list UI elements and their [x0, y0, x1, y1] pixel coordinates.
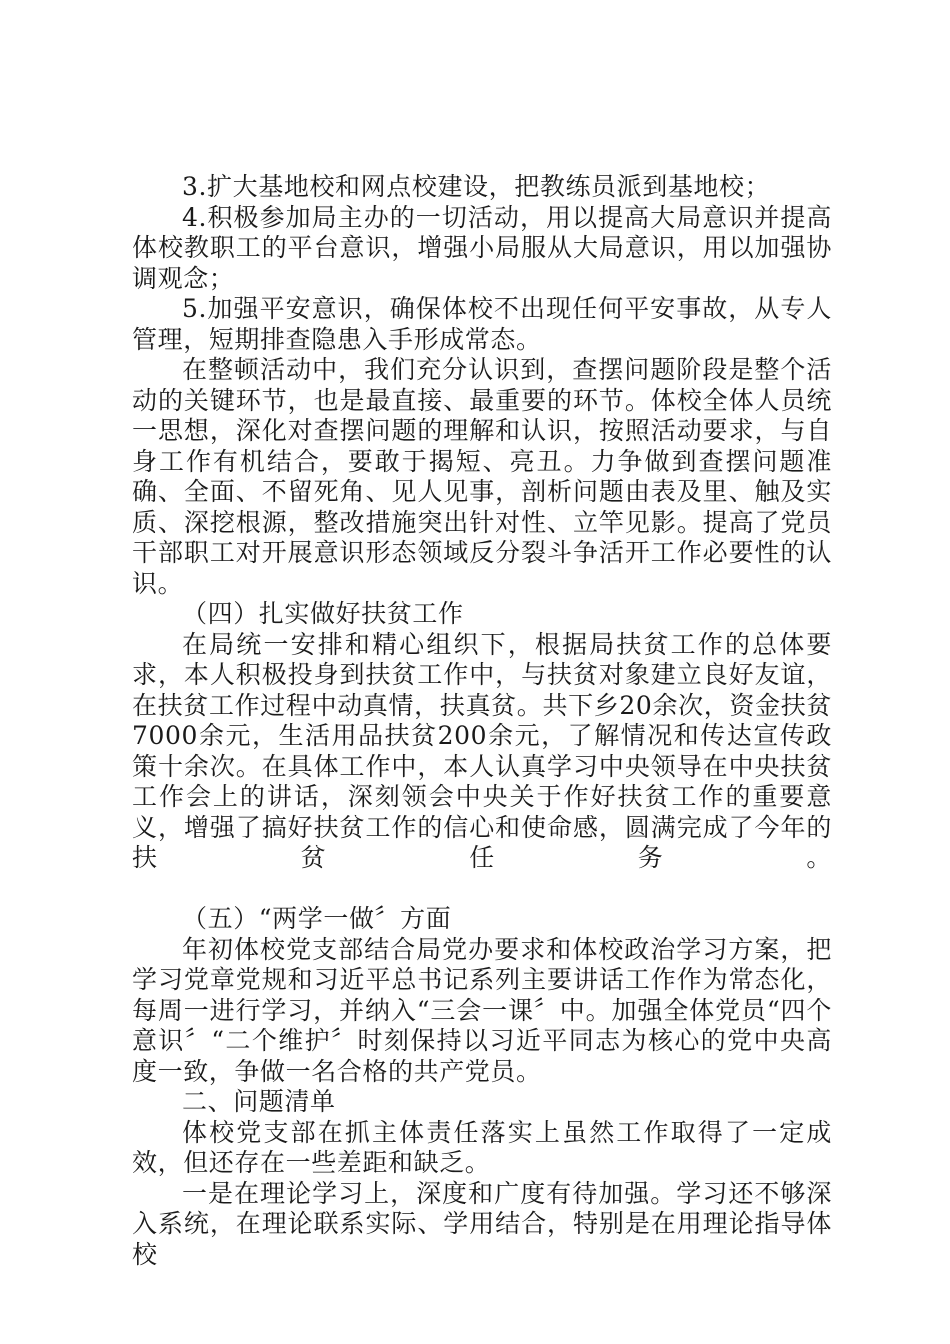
paragraph-poverty: 在局统一安排和精心组织下，根据局扶贫工作的总体要求，本人积极投身到扶贫工作中，与扶贫对象建立良好友谊，在扶贫工作过程中动真情，扶真贫。共下乡20余次，资金扶贫7000余元，生活用品扶贫200余元，了解情况和传达宣传政策十余次。在具体工作中，本人认真学习中央领导在中央扶贫工作会上的讲话，深刻领会中央关于作好扶贫工作的重要意义，增强了搞好扶贫工作的信心和使命感，圆满完成了今年的扶贫任务。 [132, 629, 832, 872]
paragraph-issues-intro: 体校党支部在抓主体责任落实上虽然工作取得了一定成效，但还存在一些差距和缺乏。 [132, 1117, 832, 1177]
paragraph-study: 年初体校党支部结合局党办要求和体校政治学习方案，把学习党章党规和习近平总书记系列主要讲话工作作为常态化，每周一进行学习，并纳入“三会一课〞中。加强全体党员“四个意识〞“二个维护〞时刻保持以习近平同志为核心的党中央高度一致，争做一名合格的共产党员。 [132, 934, 832, 1086]
paragraph-issue-one: 一是在理论学习上，深度和广度有待加强。学习还不够深入系统，在理论联系实际、学用结合，特别是在用理论指导体校 [132, 1178, 832, 1269]
paragraph-rectification: 在整顿活动中，我们充分认识到，查摆问题阶段是整个活动的关键环节，也是最直接、最重要的环节。体校全体人员统一思想，深化对查摆问题的理解和认识，按照活动要求，与自身工作有机结合，要敢于揭短、亮丑。力争做到查摆问题准确、全面、不留死角、见人见事，剖析问题由表及里、触及实质、深挖根源，整改措施突出针对性、立竿见影。提高了党员干部职工对开展意识形态领域反分裂斗争活开工作必要性的认识。 [132, 355, 832, 598]
section-heading-study: （五）“两学一做〞方面 [182, 904, 452, 933]
paragraph-item-4: 4.积极参加局主办的一切活动，用以提高大局意识并提高体校教职工的平台意识，增强小局服从大局意识，用以加强协调观念； [132, 202, 832, 293]
section-heading-issues: 二、问题清单 [182, 1087, 336, 1116]
section-heading-poverty: （四）扎实做好扶贫工作 [182, 599, 464, 628]
document-body [132, 172, 832, 1270]
paragraph-item-3: 3.扩大基地校和网点校建设，把教练员派到基地校； [182, 172, 771, 201]
paragraph-item-5: 5.加强平安意识，确保体校不出现任何平安事故，从专人管理，短期排查隐患入手形成常态。 [132, 294, 832, 354]
blank-line [132, 874, 832, 905]
